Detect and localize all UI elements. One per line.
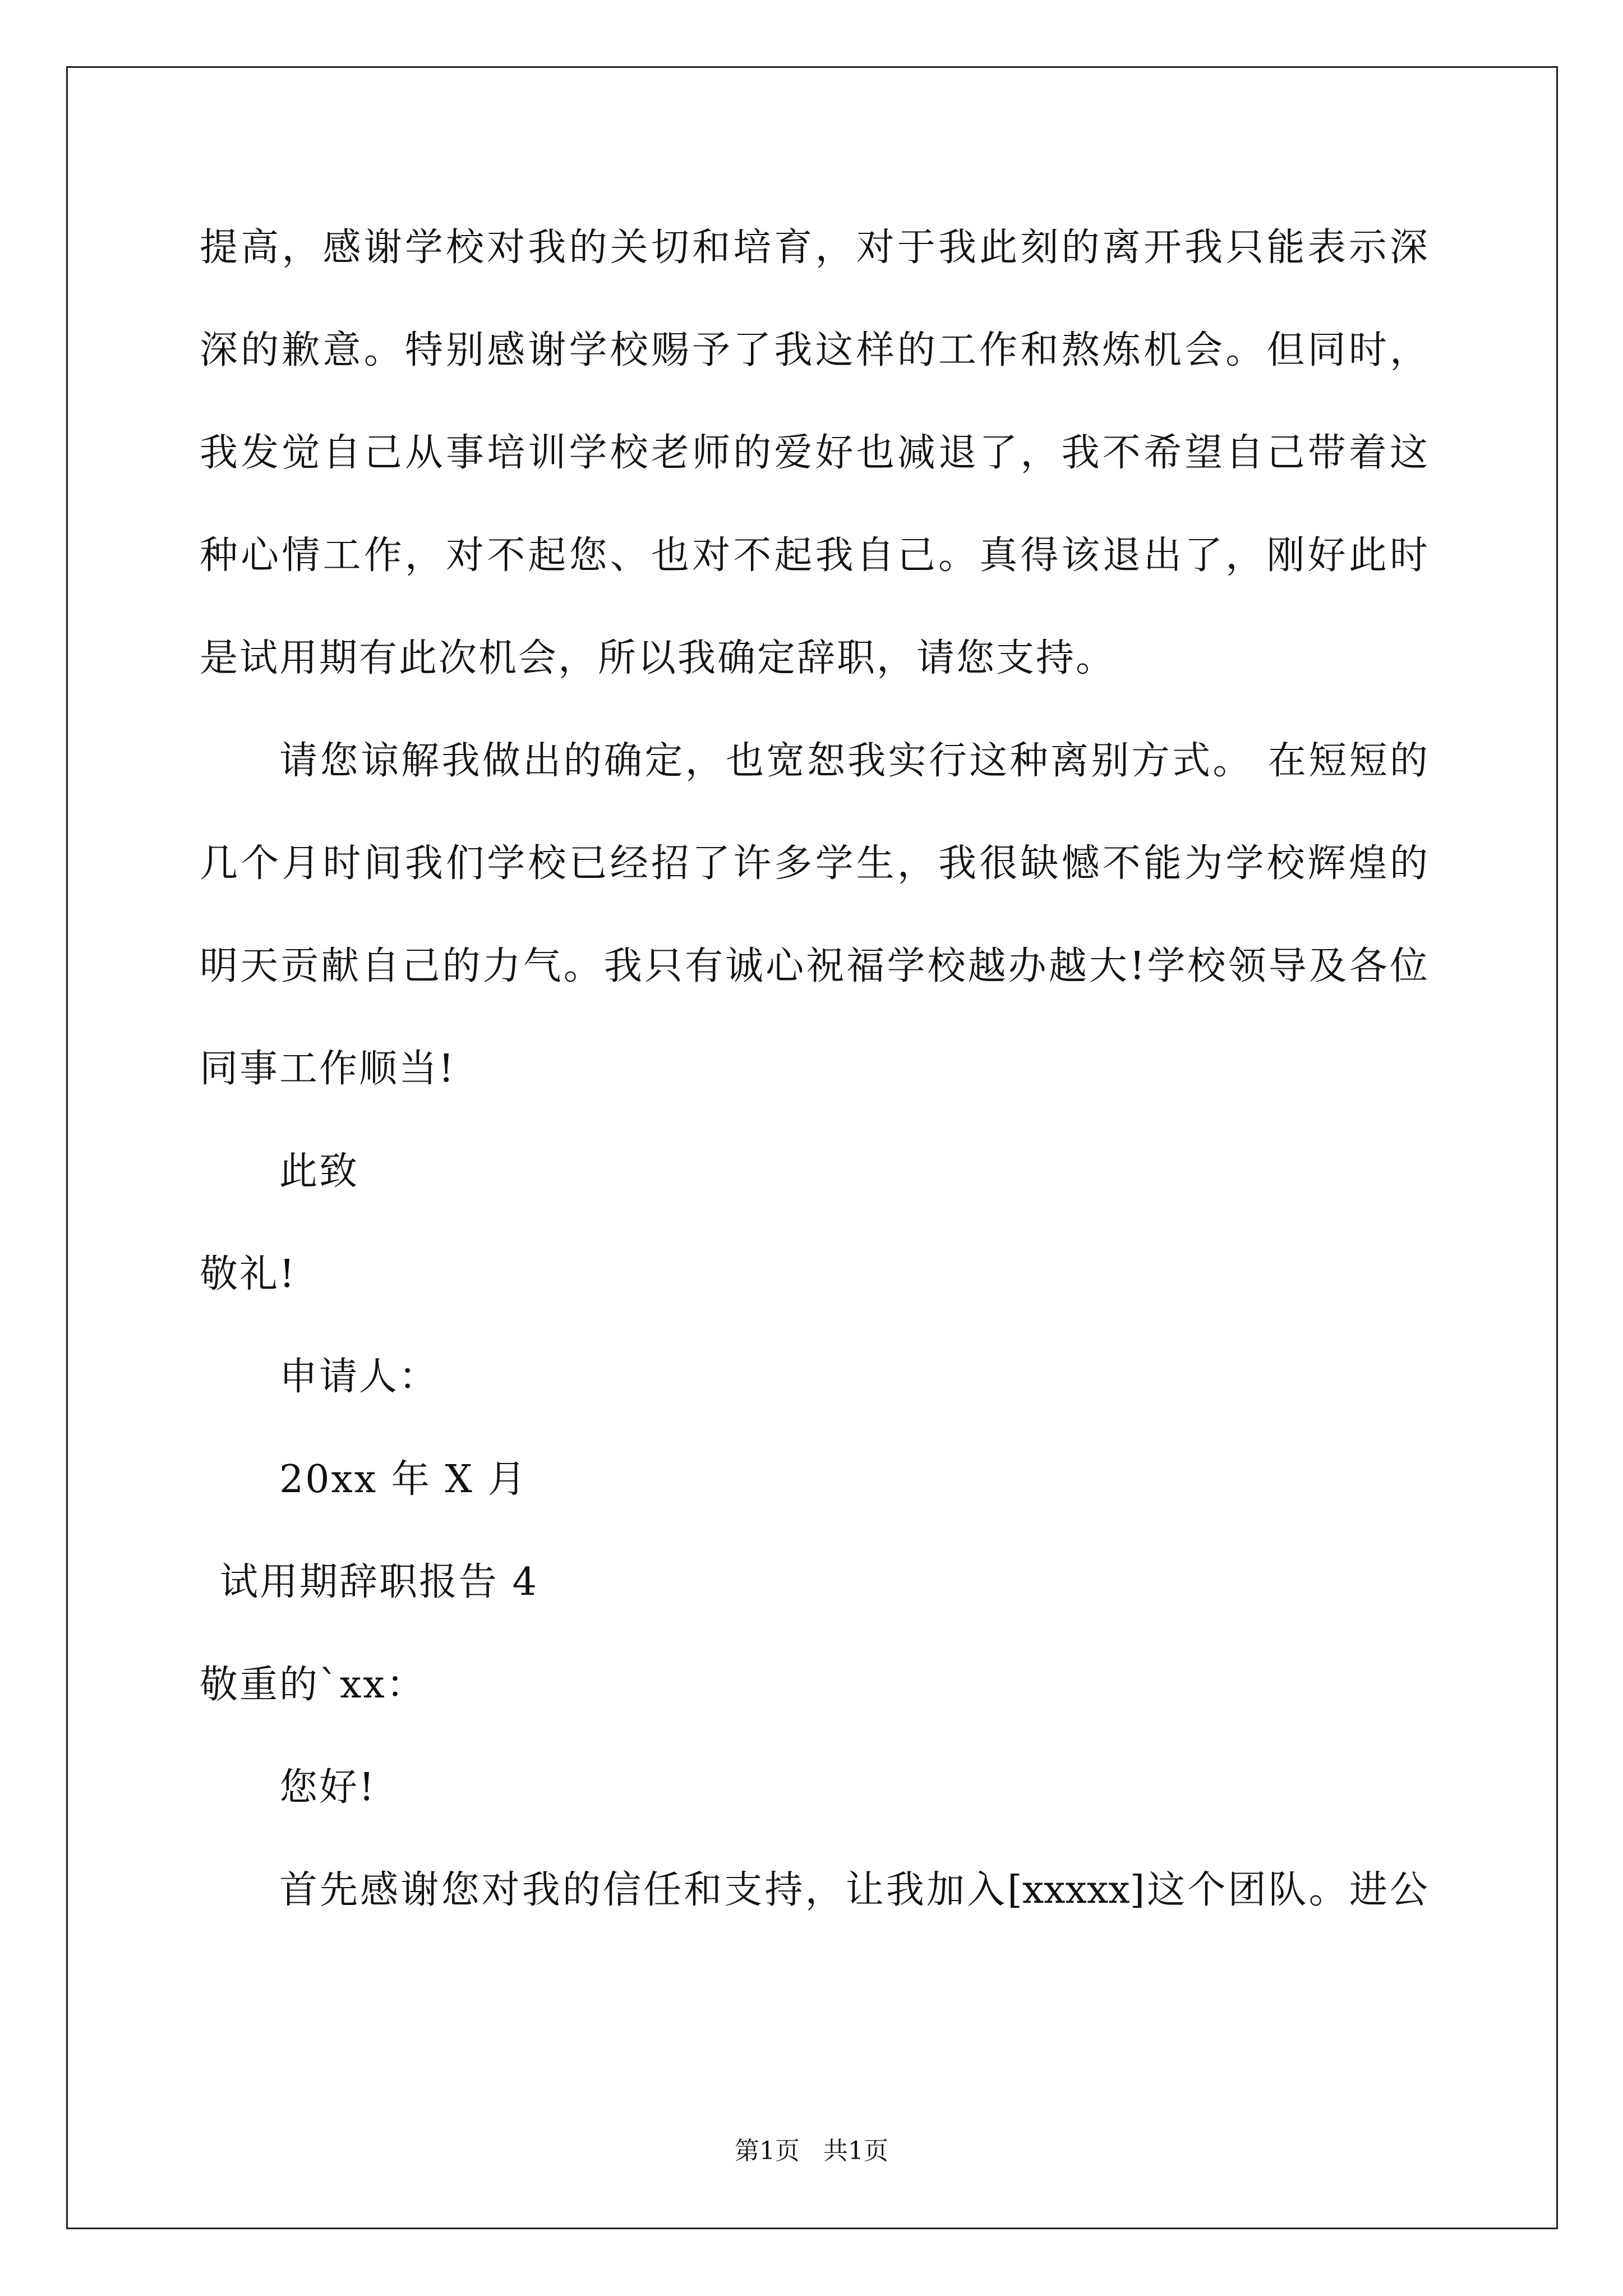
body-line: 几个月时间我们学校已经招了许多学生，我很缺憾不能为学校辉煌的 <box>200 841 1428 886</box>
body-line: 种心情工作，对不起您、也对不起我自己。真得该退出了，刚好此时 <box>200 533 1428 578</box>
greeting-hello: 您好! <box>279 1765 376 1810</box>
page-total: 共1页 <box>823 2137 888 2165</box>
greeting: 敬重的`xx： <box>200 1663 426 1707</box>
body-line: 提高，感谢学校对我的关切和培育，对于我此刻的离开我只能表示深 <box>200 226 1428 270</box>
body-line: 深的歉意。特别感谢学校赐予了我这样的工作和熬炼机会。但同时， <box>200 328 1428 372</box>
body-line: 明天贡献自己的力气。我只有诚心祝福学校越办越大!学校领导及各位 <box>200 944 1428 988</box>
body-line: 是试用期有此次机会，所以我确定辞职，请您支持。 <box>200 636 1116 680</box>
page-number: 第1页 <box>735 2137 800 2165</box>
body-line: 首先感谢您对我的信任和支持，让我加入[xxxxx]这个团队。进公 <box>279 1868 1428 1912</box>
body-line: 请您谅解我做出的确定，也宽恕我实行这种离别方式。 在短短的 <box>279 739 1428 783</box>
date-line: 20xx 年 X 月 <box>279 1457 528 1502</box>
applicant-label: 申请人： <box>279 1355 439 1399</box>
body-line: 我发觉自己从事培训学校老师的爱好也减退了，我不希望自己带着这 <box>200 431 1428 475</box>
closing-regards: 敬礼! <box>200 1252 297 1296</box>
page-footer <box>0 2134 1623 2168</box>
closing-salutation: 此致 <box>279 1149 359 1194</box>
section-title: 试用期辞职报告 4 <box>220 1560 538 1604</box>
body-line: 同事工作顺当! <box>200 1047 456 1091</box>
